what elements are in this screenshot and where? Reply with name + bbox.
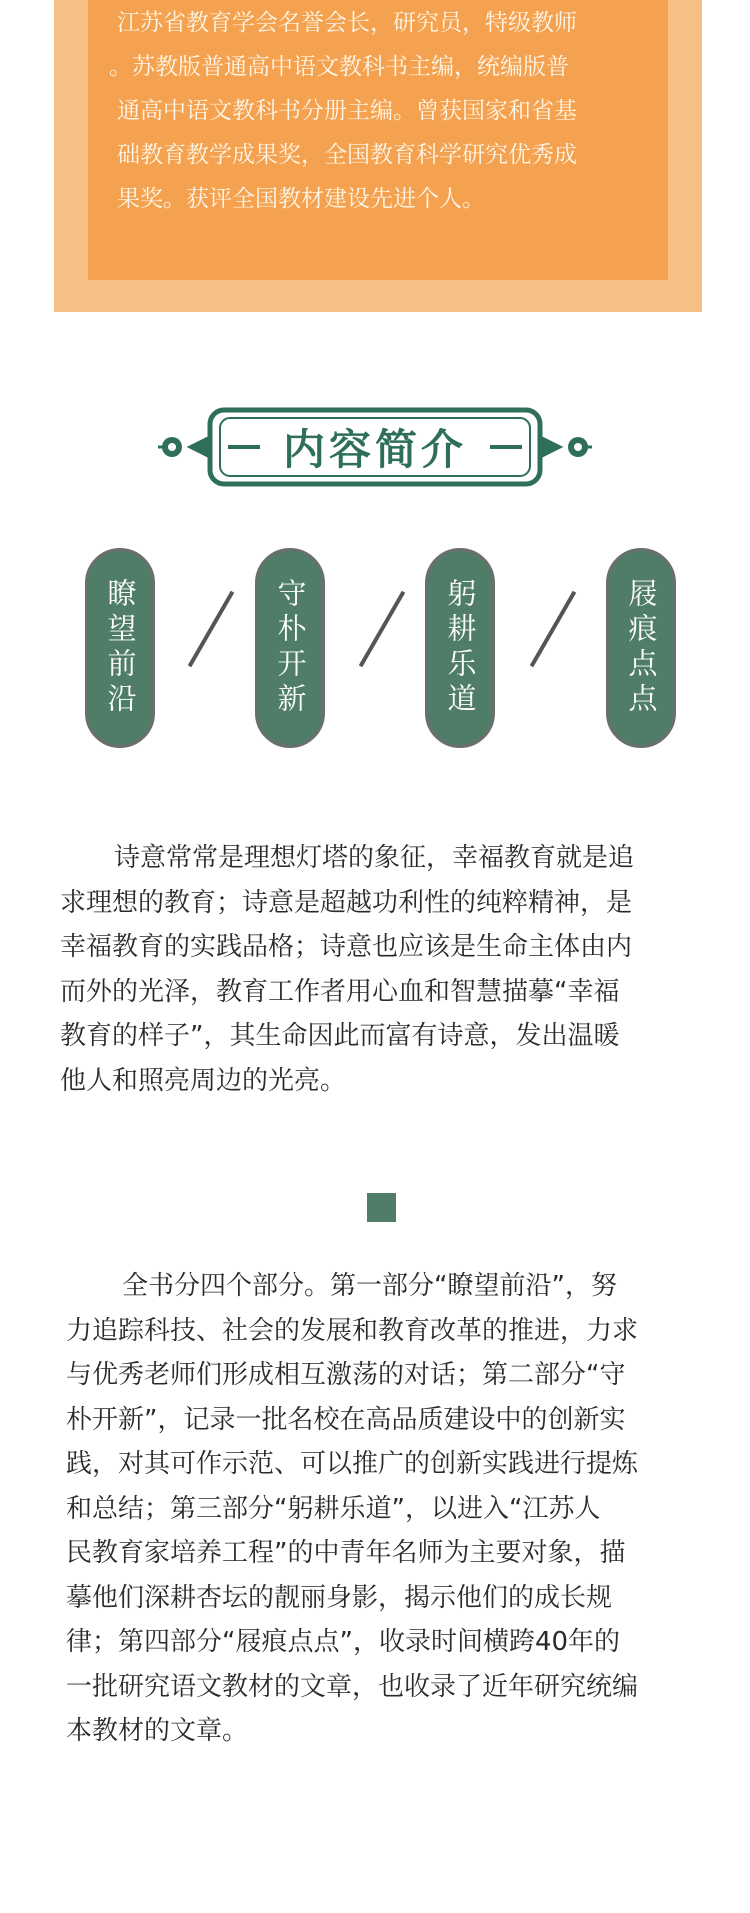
structure-line: 一批研究语文教材的文章，也收录了近年研究统编 xyxy=(66,1671,639,1702)
bio-line: 通高中语文教科书分册主编。曾获国家和省基 xyxy=(117,98,577,124)
slash-divider xyxy=(188,591,234,667)
part-pill-2 xyxy=(255,548,325,748)
bio-line: 江苏省教育学会名誉会长，研究员，特级教师 xyxy=(117,10,577,36)
square-divider xyxy=(367,1193,396,1222)
part-pill-4 xyxy=(606,548,676,748)
intro-paragraph xyxy=(60,836,634,1103)
structure-line: 民教育家培养工程”的中青年名师为主要对象，描 xyxy=(66,1538,626,1568)
section-title: 内容简介 xyxy=(282,425,467,474)
structure-line: 与优秀老师们形成相互激荡的对话；第二部分“守 xyxy=(66,1360,626,1390)
slash-divider xyxy=(359,591,405,667)
structure-line: 朴开新”，记录一批名校在高品质建设中的创新实 xyxy=(66,1404,626,1435)
intro-line: 而外的光泽，教育工作者用心血和智慧描摹“幸福 xyxy=(60,976,620,1007)
intro-line: 诗意常常是理想灯塔的象征，幸福教育就是追 xyxy=(114,843,635,873)
intro-line: 教育的样子”，其生命因此而富有诗意，发出温暖 xyxy=(60,1021,620,1051)
structure-line: 和总结；第三部分“躬耕乐道”，以进入“江苏人 xyxy=(66,1493,601,1524)
intro-line: 他人和照亮周边的光亮。 xyxy=(60,1065,347,1096)
slash-divider xyxy=(530,591,576,667)
structure-line: 律；第四部分“屐痕点点”，收录时间横跨40年的 xyxy=(66,1627,621,1657)
intro-line: 求理想的教育；诗意是超越功利性的纯粹精神，是 xyxy=(60,887,633,918)
intro-line: 幸福教育的实践品格；诗意也应该是生命主体由内 xyxy=(60,932,633,962)
bio-line: 础教育教学成果奖，全国教育科学研究优秀成 xyxy=(117,142,577,168)
structure-line: 摹他们深耕杏坛的靓丽身影，揭示他们的成长规 xyxy=(66,1582,613,1613)
structure-line: 本教材的文章。 xyxy=(66,1716,249,1746)
part-label: 躬耕乐道 xyxy=(443,578,478,718)
structure-paragraph xyxy=(66,1264,638,1754)
part-pill-3 xyxy=(425,548,495,748)
structure-line: 力追踪科技、社会的发展和教育改革的推进，力求 xyxy=(66,1315,639,1346)
bio-line: 果奖。获评全国教材建设先进个人。 xyxy=(117,186,485,212)
part-label: 守朴开新 xyxy=(273,578,308,718)
structure-line: 全书分四个部分。第一部分“瞭望前沿”，努 xyxy=(122,1271,617,1301)
part-pill-1 xyxy=(85,548,155,748)
structure-line: 践，对其可作示范、可以推广的创新实践进行提炼 xyxy=(66,1449,639,1479)
bio-line: 。苏教版普通高中语文教科书主编，统编版普 xyxy=(109,54,569,80)
part-label: 屐痕点点 xyxy=(624,578,659,718)
part-label: 瞭望前沿 xyxy=(103,578,138,718)
